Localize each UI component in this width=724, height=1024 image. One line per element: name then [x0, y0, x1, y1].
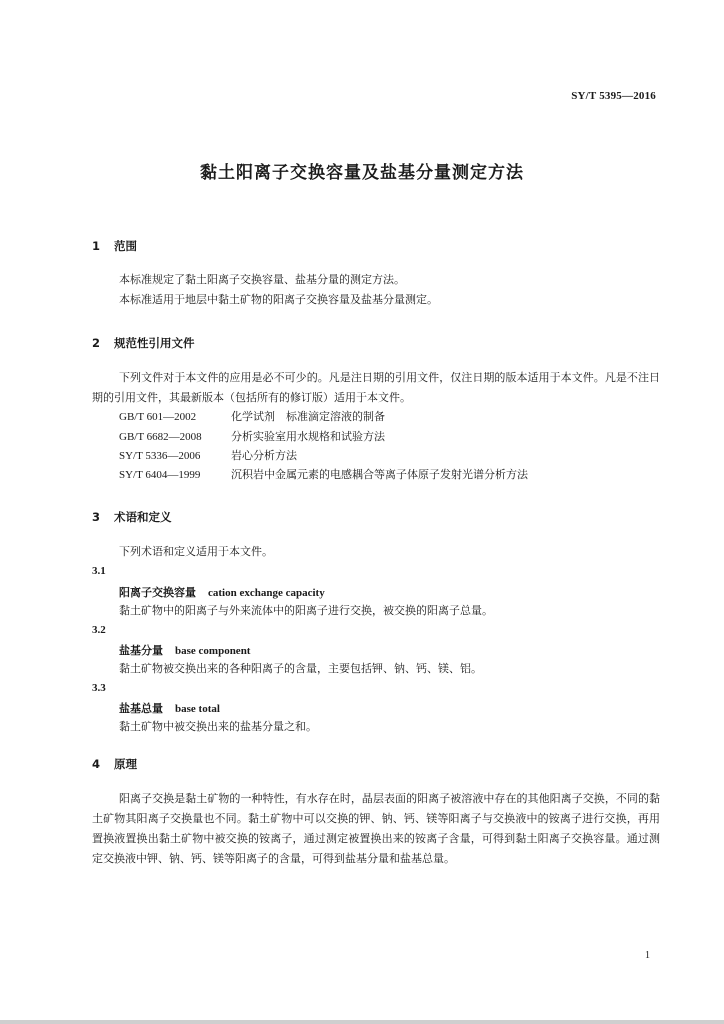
- term-definition: 黏土矿物中的阳离子与外来流体中的阳离子进行交换，被交换的阳离子总量。: [119, 604, 493, 617]
- section-3-heading: [92, 509, 172, 525]
- section-title: 术语和定义: [114, 510, 172, 524]
- scope-paragraph-2: 本标准适用于地层中黏土矿物的阳离子交换容量及盐基分量测定。: [119, 293, 438, 306]
- reference-item: [119, 446, 297, 466]
- term-definition: 黏土矿物中被交换出来的盐基分量之和。: [119, 720, 317, 733]
- section-title: 范围: [114, 239, 137, 253]
- reference-name: 分析实验室用水规格和试验方法: [231, 430, 385, 443]
- scope-paragraph-1: 本标准规定了黏土阳离子交换容量、盐基分量的测定方法。: [119, 273, 405, 286]
- term-name: [119, 642, 250, 658]
- reference-item: [119, 465, 528, 485]
- section-1-heading: [92, 238, 137, 254]
- reference-name: 化学试剂 标准滴定溶液的制备: [231, 410, 385, 423]
- term-name-zh: 阳离子交换容量: [119, 586, 196, 599]
- reference-code: GB/T 601—2002: [119, 411, 197, 423]
- section-title: 规范性引用文件: [114, 336, 195, 350]
- reference-item: [119, 427, 385, 447]
- reference-name: 沉积岩中金属元素的电感耦合等离子体原子发射光谱分析方法: [231, 468, 528, 481]
- section-2-heading: [92, 335, 195, 351]
- refs-intro-paragraph: 下列文件对于本文件的应用是必不可少的。凡是注日期的引用文件，仅注日期的版本适用于本文件。凡是不注日期的引用文件，其最新版本（包括所有的修订版）适用于本文件。: [92, 371, 660, 404]
- page-number: 1: [645, 950, 650, 961]
- section-title: 原理: [114, 757, 137, 771]
- scan-edge: [0, 1020, 724, 1024]
- term-name: [119, 700, 220, 716]
- term-name-zh: 盐基分量: [119, 644, 163, 657]
- term-name-zh: 盐基总量: [119, 702, 163, 715]
- term-number: 3.3: [92, 682, 106, 694]
- term-name-en: base component: [175, 645, 251, 657]
- terms-intro: 下列术语和定义适用于本文件。: [119, 545, 273, 558]
- term-number: 3.1: [92, 565, 106, 577]
- reference-item: [119, 407, 385, 427]
- section-4-heading: [92, 756, 137, 772]
- term-number: 3.2: [92, 624, 106, 636]
- section-number: 2: [92, 336, 101, 350]
- term-name: [119, 584, 325, 600]
- term-definition: 黏土矿物被交换出来的各种阳离子的含量，主要包括钾、钠、钙、镁、铝。: [119, 662, 482, 675]
- term-name-en: base total: [175, 703, 220, 715]
- standard-code: SY/T 5395—2016: [571, 90, 656, 102]
- reference-code: SY/T 6404—1999: [119, 469, 201, 481]
- principle-paragraph: 阳离子交换是黏土矿物的一种特性，有水存在时，晶层表面的阳离子被溶液中存在的其他阳离子交换，不同的黏土矿物其阳离子交换量也不同。黏土矿物中可以交换的钾、钠、钙、镁等阳离子与交换液中的铵离子进行交换，再用置换液置换出黏土矿物中被交换的铵离子，通过测定被置换出来的铵离子含量，可得到黏土阳离子交换容量。通过测定交换液中钾、钠、钙、镁等阳离子的含量，可得到盐基分量和盐基总量。: [92, 792, 660, 865]
- section-number: 4: [92, 757, 101, 771]
- section-number: 3: [92, 510, 101, 524]
- reference-name: 岩心分析方法: [231, 449, 297, 462]
- term-name-en: cation exchange capacity: [208, 587, 325, 599]
- document-title: 黏土阳离子交换容量及盐基分量测定方法: [200, 163, 524, 183]
- reference-code: SY/T 5336—2006: [119, 450, 201, 462]
- section-number: 1: [92, 239, 101, 253]
- reference-code: GB/T 6682—2008: [119, 431, 202, 443]
